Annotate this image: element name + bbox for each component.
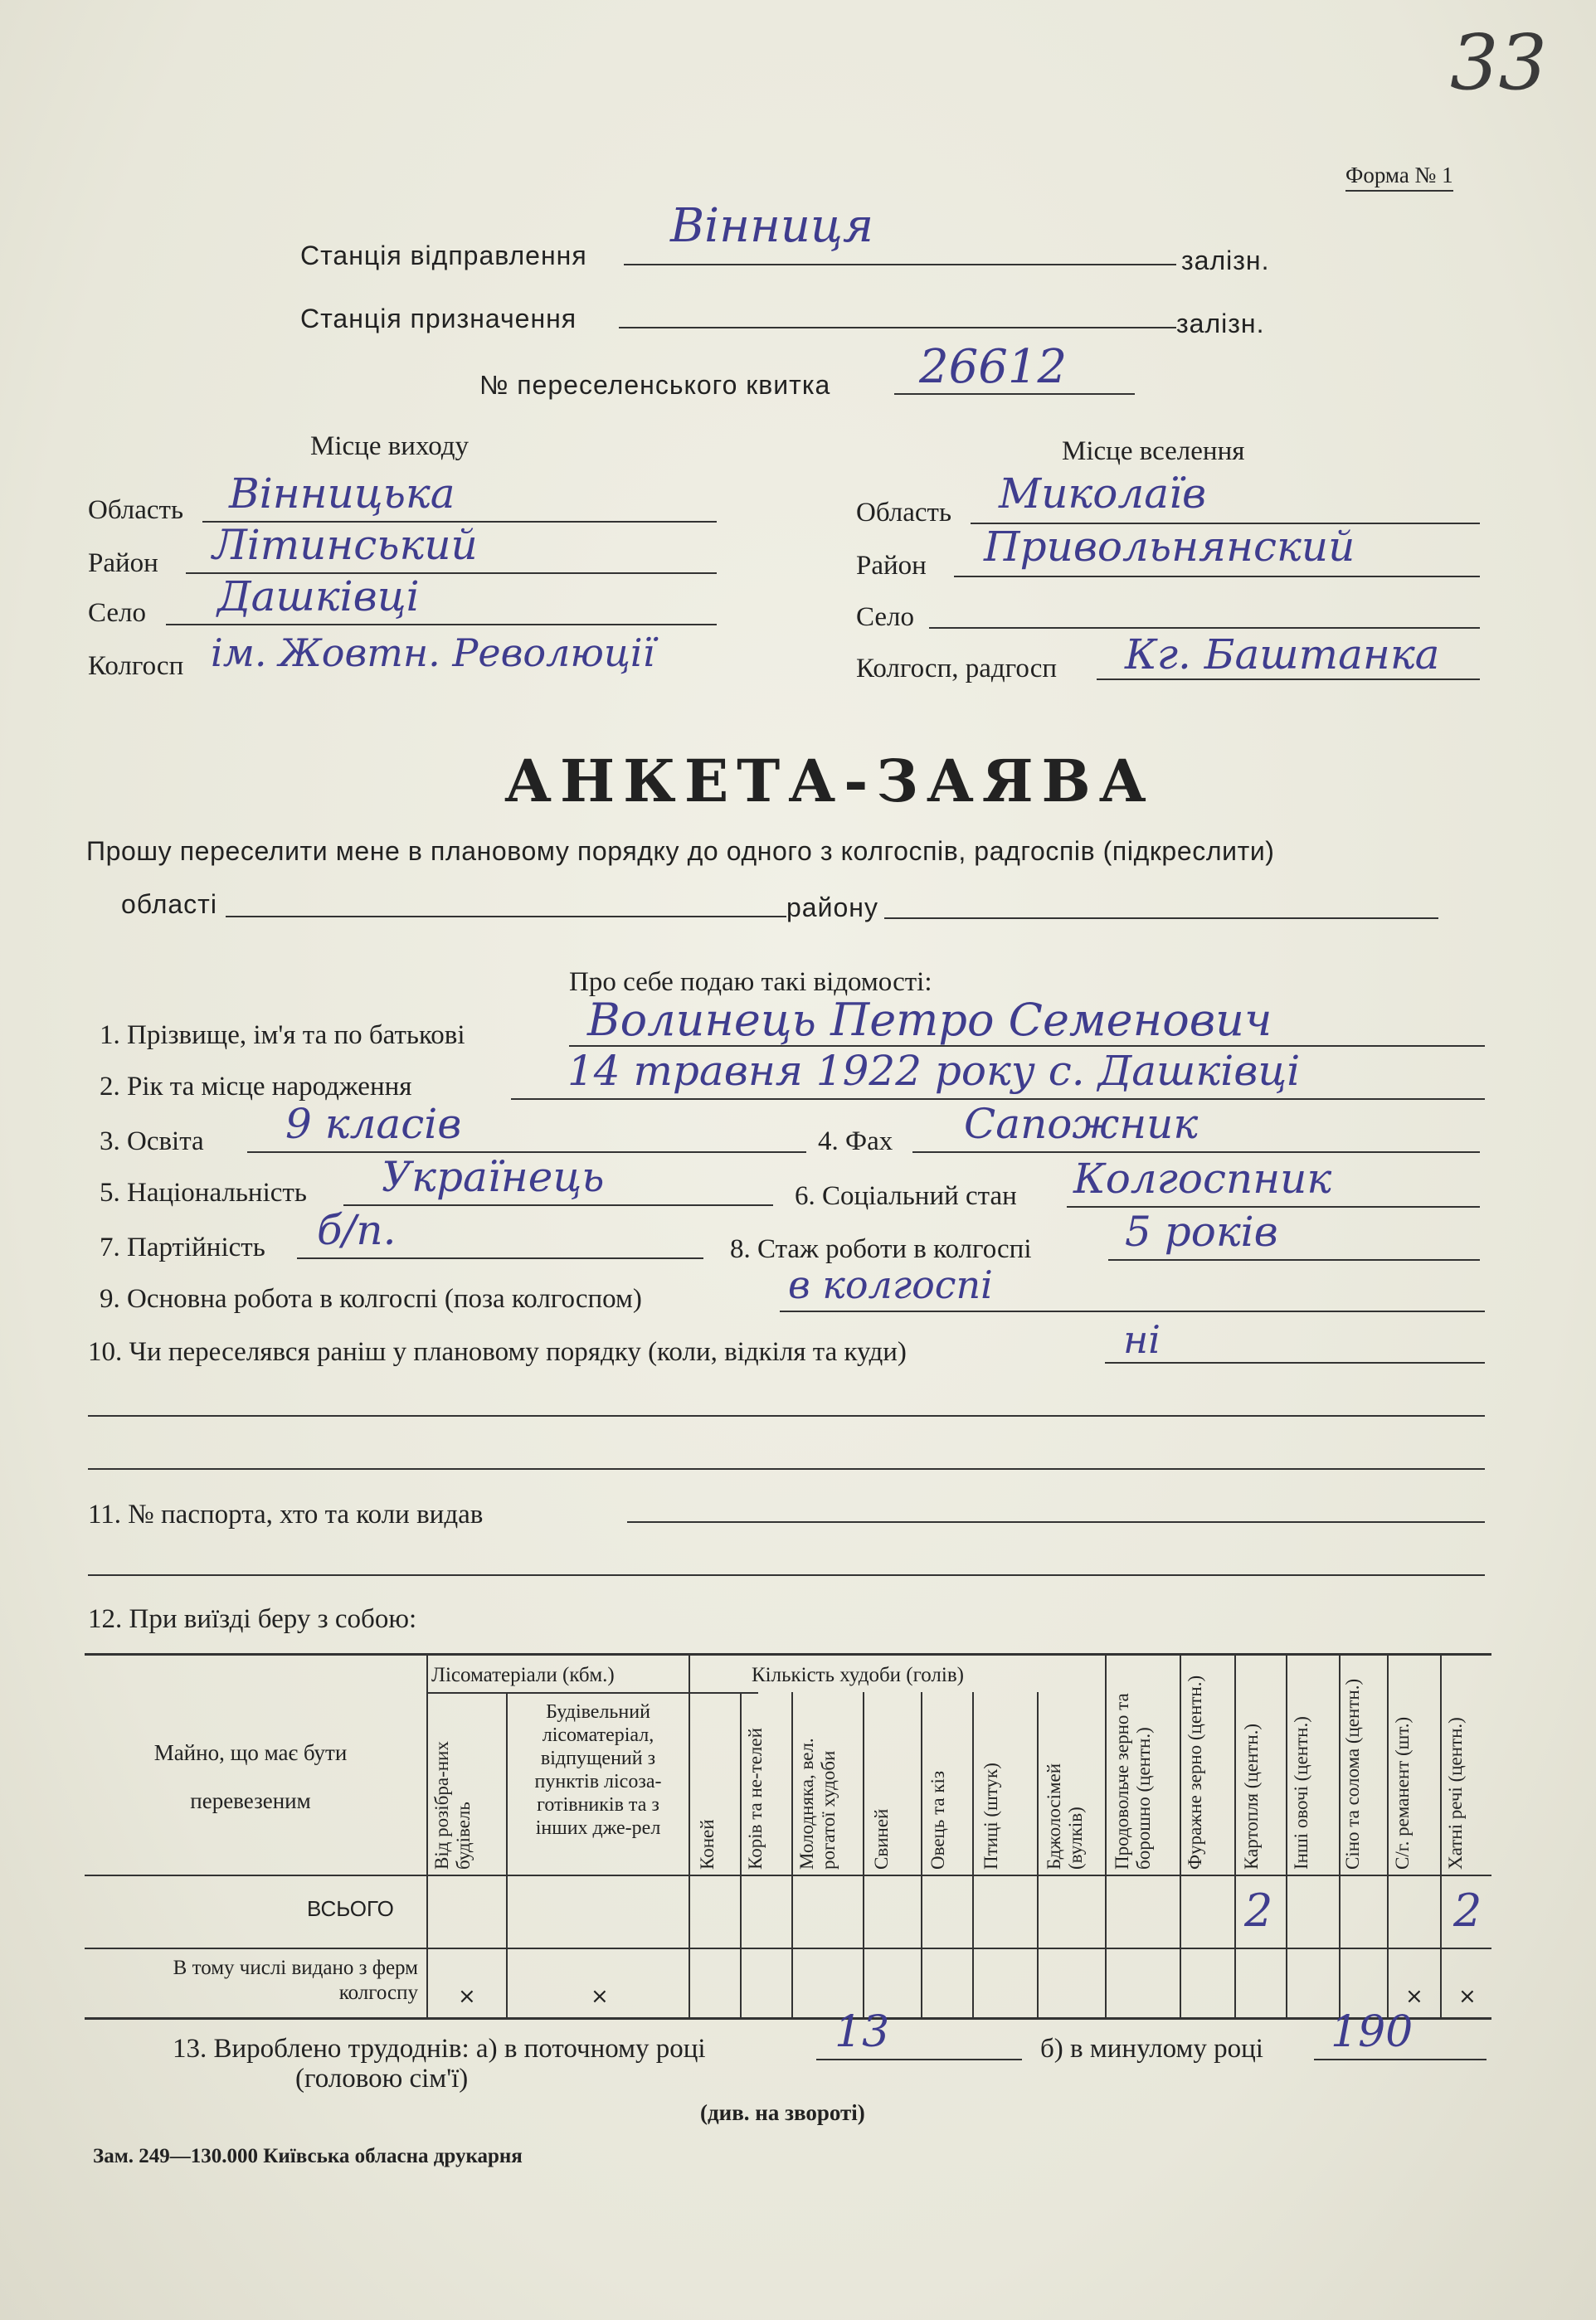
property-table: [85, 1653, 1491, 2020]
row-farms-label: В тому числі видано з ферм колгоспу: [173, 1957, 418, 2004]
field-10-value: ні: [1123, 1317, 1161, 1362]
table-group-lumber: Лісоматеріали (кбм.): [431, 1664, 615, 1686]
col-feed-grain-label: Фуражне зерно (центн.): [1185, 1675, 1205, 1870]
col-sheep-label: Овець та кіз: [927, 1770, 948, 1870]
field-5-line: [343, 1204, 773, 1206]
workdays-prev-value: 190: [1331, 2007, 1414, 2057]
workdays-label: 13. Вироблено трудоднів: а) в поточному році: [173, 2034, 706, 2064]
field-7-value: б/п.: [317, 1206, 397, 1254]
farms-building-x: ×: [591, 1984, 609, 2009]
origin-heading: Місце виходу: [310, 431, 470, 461]
request-raion-line: [884, 917, 1438, 919]
field-8-value: 5 років: [1125, 1208, 1278, 1256]
request-text: Прошу переселити мене в плановому порядку до одного з колгоспів, радгоспів (підкреслити): [86, 836, 1275, 866]
departure-station-label: Станція відправлення: [300, 241, 587, 270]
origin-raion-label: Район: [88, 548, 158, 578]
origin-selo-label: Село: [88, 598, 147, 628]
printer-imprint: Зам. 249—130.000 Київська обласна друкарня: [93, 2145, 523, 2167]
farms-household-x: ×: [1458, 1984, 1477, 2009]
field-3-label: 3. Освіта: [100, 1126, 204, 1156]
field-8-label: 8. Стаж роботи в колгоспі: [730, 1234, 1032, 1264]
destination-station-line: [619, 327, 1176, 328]
origin-selo-line: [166, 624, 717, 625]
departure-rail-suffix: залізн.: [1181, 246, 1270, 275]
intro-text: Про себе подаю такі відомості:: [569, 967, 932, 997]
field-2-value: 14 травня 1922 року с. Дашківці: [567, 1047, 1301, 1095]
field-4-value: Сапожник: [964, 1100, 1199, 1148]
col-horses-label: Коней: [697, 1819, 718, 1870]
field-4-line: [912, 1151, 1480, 1153]
destination-raion-line: [954, 576, 1480, 577]
field-7-label: 7. Партійність: [100, 1233, 265, 1262]
workdays-prev-line: [1314, 2059, 1487, 2060]
ticket-label: № переселенського квитка: [479, 370, 831, 400]
col-food-grain-label: Продовольче зерно та борошно (центн.): [1112, 1693, 1154, 1870]
col-dismantled-label: Від розібра-них будівель: [431, 1741, 474, 1870]
field-8-line: [1108, 1259, 1480, 1261]
table-corner-label: Майно, що має бути перевезеним: [153, 1740, 348, 1813]
ticket-value: 26612: [919, 340, 1068, 394]
field-10-line: [1105, 1362, 1485, 1364]
field-12-label: 12. При виїзді беру з собою:: [88, 1604, 417, 1634]
field-5-value: Українець: [382, 1153, 605, 1201]
field-11-line-2: [88, 1574, 1485, 1576]
col-hay-label: Сіно та солома (центн.): [1342, 1678, 1363, 1870]
destination-selo-label: Село: [856, 602, 915, 632]
form-title: АНКЕТА-ЗАЯВА: [504, 747, 1155, 815]
col-young-label: Молодняка, вел. рогатої худоби: [796, 1738, 839, 1870]
table-group-line: [426, 1692, 758, 1694]
workdays-prev-label: б) в минулому році: [1040, 2034, 1263, 2064]
destination-kolhosp-line: [1097, 678, 1480, 680]
col-potato-label: Картопля (центн.): [1241, 1723, 1262, 1870]
field-1-value: Волинець Петро Семенович: [587, 994, 1272, 1046]
destination-station-label: Станція призначення: [300, 304, 577, 333]
page-number: 33: [1450, 18, 1548, 107]
destination-kolhosp-label: Колгосп, радгосп: [856, 654, 1058, 683]
field-9-line: [780, 1311, 1485, 1312]
request-raion-label: району: [786, 892, 878, 922]
col-pigs-label: Свиней: [871, 1808, 892, 1870]
col-tools-label: С/г. реманент (шт.): [1392, 1716, 1413, 1870]
table-total-bottom-line: [85, 1948, 1491, 1949]
origin-raion-value: Літинський: [212, 521, 478, 569]
field-11-label: 11. № паспорта, хто та коли видав: [88, 1500, 484, 1530]
request-oblast-label: області: [121, 889, 217, 919]
workdays-current-value: 13: [834, 2007, 890, 2057]
footer-note: (див. на звороті): [700, 2100, 865, 2125]
field-6-label: 6. Соціальний стан: [795, 1181, 1017, 1211]
workdays-sublabel: (головою сім'ї): [295, 2064, 469, 2094]
field-4-label: 4. Фах: [818, 1126, 893, 1156]
origin-oblast-label: Область: [88, 495, 184, 525]
field-5-label: 5. Національність: [100, 1178, 307, 1208]
col-poultry-label: Птиці (штук): [980, 1763, 1001, 1870]
origin-oblast-value: Вінницька: [229, 469, 455, 518]
table-group-livestock: Кількість худоби (голів): [752, 1664, 964, 1686]
origin-selo-value: Дашківці: [217, 572, 420, 620]
field-10-line-3: [88, 1468, 1485, 1470]
field-10-line-2: [88, 1415, 1485, 1417]
workdays-current-line: [816, 2059, 1022, 2060]
col-cows-label: Корів та не-телей: [745, 1728, 766, 1870]
request-oblast-line: [226, 916, 786, 917]
field-1-label: 1. Прізвище, ім'я та по батькові: [100, 1020, 465, 1050]
destination-kolhosp-value: Кг. Баштанка: [1125, 630, 1440, 678]
field-11-line: [627, 1521, 1485, 1523]
total-household-value: 2: [1453, 1885, 1482, 1937]
destination-oblast-label: Область: [856, 498, 952, 528]
col-bees-label: Бджолосімей (вулків): [1044, 1763, 1086, 1870]
departure-station-line: [624, 264, 1176, 265]
table-bottom-line: [85, 2017, 1491, 2020]
origin-kolhosp-label: Колгосп: [88, 651, 184, 681]
col-household-label: Хатні речі (центн.): [1445, 1717, 1466, 1870]
field-3-value: 9 класів: [285, 1100, 462, 1148]
total-potato-value: 2: [1244, 1885, 1273, 1937]
destination-raion-value: Привольнянский: [984, 523, 1355, 571]
row-total-label: ВСЬОГО: [307, 1896, 394, 1921]
origin-kolhosp-value: ім. Жовтн. Революції: [211, 630, 655, 675]
field-9-label: 9. Основна робота в колгоспі (поза колгоспом): [100, 1284, 642, 1314]
destination-heading: Місце вселення: [1062, 436, 1245, 466]
form-number: Форма № 1: [1345, 163, 1453, 192]
field-9-value: в колгоспі: [788, 1262, 993, 1307]
destination-selo-line: [929, 627, 1480, 629]
table-header-bottom-line: [85, 1875, 1491, 1876]
field-7-line: [297, 1257, 703, 1259]
farms-dismantled-x: ×: [458, 1984, 476, 2009]
destination-oblast-value: Миколаїв: [999, 469, 1207, 518]
field-10-label: 10. Чи переселявся раніш у плановому порядку (коли, відкіля та куди): [88, 1337, 907, 1367]
farms-tools-x: ×: [1405, 1984, 1423, 2009]
col-veg-label: Інші овочі (центн.): [1291, 1716, 1311, 1870]
destination-raion-label: Район: [856, 551, 927, 581]
field-6-value: Колгоспник: [1073, 1155, 1332, 1203]
col-building-label: Будівельний лісоматеріал, відпущений з пунктів лісоза-готівників та з інших дже-рел: [534, 1701, 662, 1839]
field-2-label: 2. Рік та місце народження: [100, 1072, 412, 1102]
departure-station-value: Вінниця: [670, 199, 874, 253]
destination-rail-suffix: залізн.: [1176, 309, 1265, 338]
